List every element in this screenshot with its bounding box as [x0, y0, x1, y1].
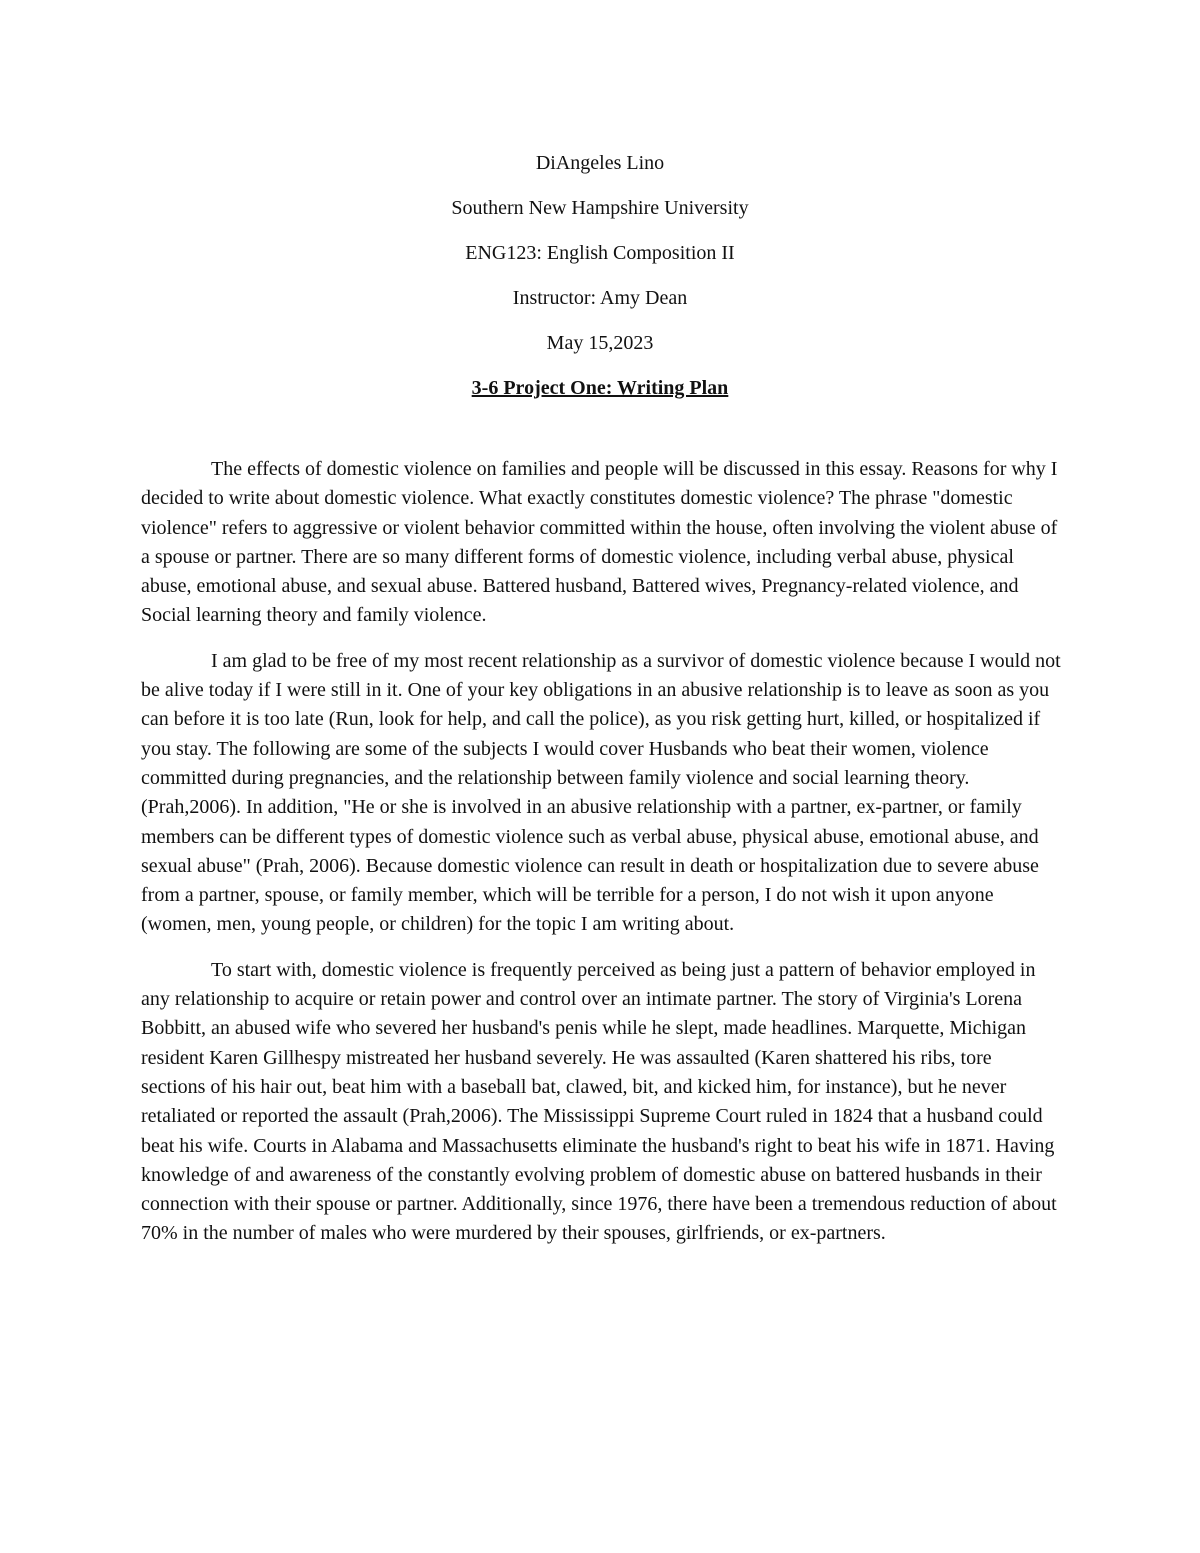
document-title: 3-6 Project One: Writing Plan — [471, 377, 729, 399]
institution-name: Southern New Hampshire University — [451, 197, 749, 219]
body-paragraph-1: The effects of domestic violence on families and people will be discussed in this essay. Reasons for why I decided to write about domestic violence. What exactly constitutes domestic violence? The phrase "domestic violence" refers to aggressive or violent behavior committed within the house, often involving the violent abuse of a spouse or partner. There are so many different forms of domestic violence, including verbal abuse, physical abuse, emotional abuse, and sexual abuse. Battered husband, Battered wives, Pregnancy-related violence, and Social learning theory and family violence. — [141, 458, 1058, 627]
submission-date: May 15,2023 — [546, 332, 654, 354]
author-name: DiAngeles Lino — [535, 152, 665, 174]
body-paragraph-3: To start with, domestic violence is frequently perceived as being just a pattern of behavior employed in any relationship to acquire or retain power and control over an intimate partner. The story of Virginia's Lorena Bobbitt, an abused wife who severed her husband's penis while he slept, made headlines. Marquette, Michigan resident Karen Gillhespy mistreated her husband severely. He was assaulted (Karen shattered his ribs, tore sections of his hair out, beat him with a baseball bat, clawed, bit, and kicked him, for instance), but he never retaliated or reported the assault (Prah,2006). The Mississippi Supreme Court ruled in 1824 that a husband could beat his wife. Courts in Alabama and Massachusetts eliminate the husband's right to beat his wife in 1871. Having knowledge of and awareness of the constantly evolving problem of domestic abuse on battered husbands in their connection with their spouse or partner. Additionally, since 1976, there have been a tremendous reduction of about 70% in the number of males who were murdered by their spouses, girlfriends, or ex-partners. — [141, 958, 1057, 1245]
body-paragraph-2: I am glad to be free of my most recent relationship as a survivor of domestic violence because I would not be alive today if I were still in it. One of your key obligations in an abusive relationship is to leave as soon as you can before it is too late (Run, look for help, and call the police), as you risk getting hurt, killed, or hospitalized if you stay. The following are some of the subjects I would cover Husbands who beat their women, violence committed during pregnancies, and the relationship between family violence and social learning theory. (Prah,2006). In addition, "He or she is involved in an abusive relationship with a partner, ex-partner, or family members can be different types of domestic violence such as verbal abuse, physical abuse, emotional abuse, and sexual abuse" (Prah, 2006). Because domestic violence can result in death or hospitalization due to severe abuse from a partner, spouse, or family member, which will be terrible for a person, I do not wish it upon anyone (women, men, young people, or children) for the topic I am writing about. — [141, 649, 1061, 936]
title-page-header — [0, 141, 1200, 411]
course-name: ENG123: English Composition II — [465, 242, 735, 264]
essay-body — [141, 455, 1061, 1265]
instructor-name: Instructor: Amy Dean — [512, 287, 688, 309]
